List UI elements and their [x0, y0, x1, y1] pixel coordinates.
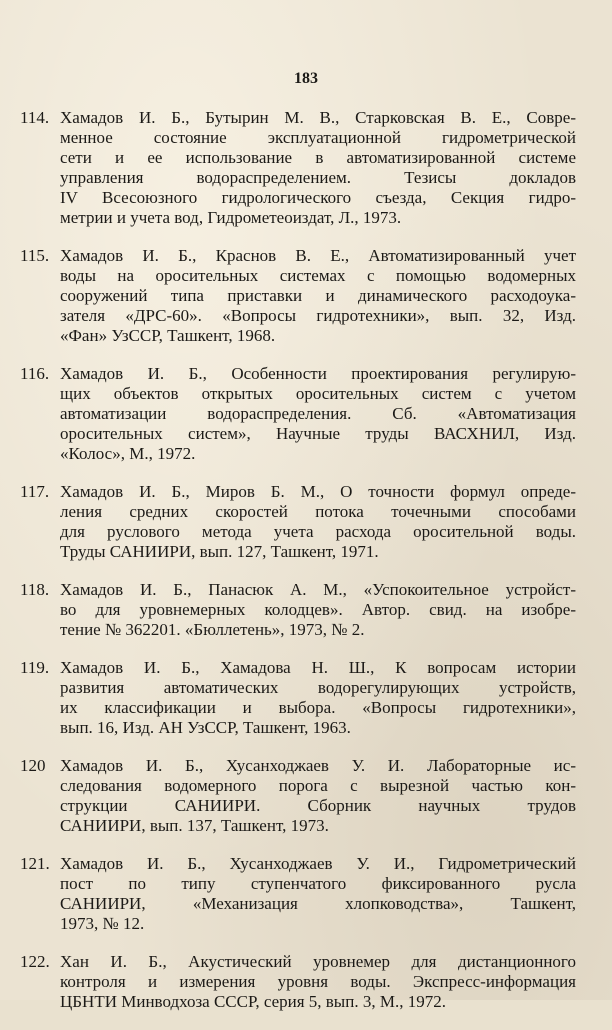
reference-line: воды на оросительных системах с помощью водомерных: [60, 266, 576, 285]
reference-line: развития автоматических водорегулирующих устройств,: [60, 678, 576, 697]
reference-line: метрии и учета вод, Гидрометеоиздат, Л., 1973.: [60, 208, 402, 227]
reference-item: [20, 854, 576, 934]
reference-item: [20, 658, 576, 738]
reference-list: [20, 108, 576, 1030]
reference-line: Хамадов И. Б., Хусанходжаев У. И., Гидрометрический: [60, 854, 576, 873]
reference-line: ЦБНТИ Минводхоза СССР, серия 5, вып. 3, М., 1972.: [60, 992, 446, 1011]
reference-number: 119.: [20, 658, 50, 677]
reference-text: [20, 246, 576, 346]
reference-line: следования водомерного порога с вырезной частью кон-: [60, 776, 576, 795]
reference-number: 118.: [20, 580, 50, 599]
reference-line: САНИИРИ, вып. 137, Ташкент, 1973.: [60, 816, 329, 835]
reference-line: Хан И. Б., Акустический уровнемер для дистанционного: [60, 952, 576, 971]
reference-number: 116.: [20, 364, 50, 383]
reference-item: [20, 364, 576, 464]
reference-line: Хамадов И. Б., Бутырин М. В., Старковская В. Е., Совре-: [60, 108, 576, 127]
reference-item: [20, 108, 576, 228]
reference-text: [20, 658, 576, 738]
reference-line: оросительных систем», Научные труды ВАСХНИЛ, Изд.: [60, 424, 576, 443]
reference-line: сооружений типа приставки и динамического расходоука-: [60, 286, 576, 305]
reference-line: 1973, № 12.: [60, 914, 145, 933]
reference-line: САНИИРИ, «Механизация хлопководства», Ташкент,: [60, 894, 576, 913]
reference-line: Хамадов И. Б., Миров Б. М., О точности формул опреде-: [60, 482, 576, 501]
reference-line: менное состояние эксплуатационной гидрометрической: [60, 128, 576, 147]
reference-line: управления водораспределением. Тезисы докладов: [60, 168, 576, 187]
reference-line: зателя «ДРС-60». «Вопросы гидротехники», вып. 32, Изд.: [60, 306, 576, 325]
reference-line: контроля и измерения уровня воды. Экспресс-информация: [60, 972, 576, 991]
reference-line: вып. 16, Изд. АН УзССР, Ташкент, 1963.: [60, 718, 351, 737]
reference-line: ления средних скоростей потока точечными способами: [60, 502, 576, 521]
reference-line: их классификации и выбора. «Вопросы гидротехники»,: [60, 698, 576, 717]
reference-line: IV Всесоюзного гидрологического съезда, Секция гидро-: [60, 188, 576, 207]
reference-text: [20, 364, 576, 464]
reference-item: [20, 580, 576, 640]
reference-item: [20, 756, 576, 836]
reference-item: [20, 246, 576, 346]
reference-number: 122.: [20, 952, 50, 971]
reference-line: Хамадов И. Б., Панасюк А. М., «Успокоительное устройст-: [60, 580, 576, 599]
reference-line: тение № 362201. «Бюллетень», 1973, № 2.: [60, 620, 365, 639]
reference-line: Хамадов И. Б., Хусанходжаев У. И. Лабораторные ис-: [60, 756, 576, 775]
reference-text: [20, 854, 576, 934]
reference-line: Хамадов И. Б., Краснов В. Е., Автоматизированный учет: [60, 246, 576, 265]
reference-number: 117.: [20, 482, 50, 501]
reference-text: [20, 108, 576, 228]
reference-line: автоматизации водораспределения. Сб. «Автоматизация: [60, 404, 576, 423]
reference-line: Хамадов И. Б., Особенности проектирования регулирую-: [60, 364, 576, 383]
reference-number: 120: [20, 756, 46, 775]
reference-line: сети и ее использование в автоматизированной системе: [60, 148, 576, 167]
reference-text: [20, 756, 576, 836]
reference-text: [20, 482, 576, 562]
reference-line: пост по типу ступенчатого фиксированного русла: [60, 874, 576, 893]
reference-number: 121.: [20, 854, 50, 873]
page-number: 183: [294, 70, 318, 87]
reference-line: щих объектов открытых оросительных систем с учетом: [60, 384, 576, 403]
reference-text: [20, 580, 576, 640]
reference-item: [20, 952, 576, 1012]
reference-number: 114.: [20, 108, 50, 127]
reference-line: Труды САНИИРИ, вып. 127, Ташкент, 1971.: [60, 542, 379, 561]
reference-line: «Колос», М., 1972.: [60, 444, 196, 463]
reference-text: [20, 952, 576, 1012]
reference-line: струкции САНИИРИ. Сборник научных трудов: [60, 796, 576, 815]
reference-line: Хамадов И. Б., Хамадова Н. Ш., К вопросам истории: [60, 658, 576, 677]
reference-number: 115.: [20, 246, 50, 265]
reference-line: «Фан» УзССР, Ташкент, 1968.: [60, 326, 276, 345]
reference-item: [20, 482, 576, 562]
reference-line: для руслового метода учета расхода оросительной воды.: [60, 522, 576, 541]
reference-line: во для уровнемерных колодцев». Автор. свид. на изобре-: [60, 600, 576, 619]
